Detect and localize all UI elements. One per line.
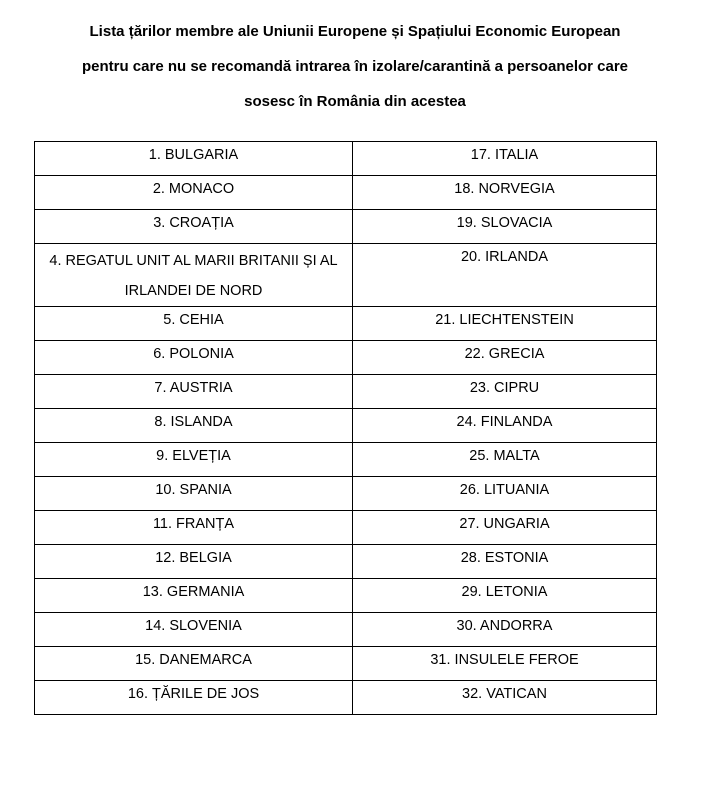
country-cell-left: 3. CROAȚIA [35,210,353,244]
country-cell-right: 19. SLOVACIA [353,210,657,244]
country-cell-right: 21. LIECHTENSTEIN [353,307,657,341]
table-row [35,647,657,681]
country-cell-right: 25. MALTA [353,443,657,477]
country-cell-left: 5. CEHIA [35,307,353,341]
table-row [35,681,657,715]
table-row [35,176,657,210]
table-row [35,307,657,341]
country-cell-left: 1. BULGARIA [35,142,353,176]
table-row [35,443,657,477]
country-cell-left: 4. REGATUL UNIT AL MARII BRITANII ȘI AL IRLANDEI DE NORD [35,244,353,307]
table-row [35,477,657,511]
table-row [35,409,657,443]
title-line-2: pentru care nu se recomandă intrarea în izolare/carantină a persoanelor care [81,58,629,75]
country-cell-left: 16. ȚĂRILE DE JOS [35,681,353,715]
table-row [35,341,657,375]
country-cell-right: 31. INSULELE FEROE [353,647,657,681]
country-cell-right: 23. CIPRU [353,375,657,409]
country-cell-right: 18. NORVEGIA [353,176,657,210]
country-cell-right: 32. VATICAN [353,681,657,715]
country-cell-left: 12. BELGIA [35,545,353,579]
country-cell-left: 9. ELVEȚIA [35,443,353,477]
country-cell-right: 22. GRECIA [353,341,657,375]
country-cell-right: 27. UNGARIA [353,511,657,545]
country-cell-right: 30. ANDORRA [353,613,657,647]
table-row [35,375,657,409]
country-cell-left: 11. FRANȚA [35,511,353,545]
document-title [40,14,670,119]
country-cell-right: 29. LETONIA [353,579,657,613]
title-line-1: Lista țărilor membre ale Uniunii Europene și Spațiului Economic European [89,23,621,40]
country-cell-right: 17. ITALIA [353,142,657,176]
country-cell-left: 15. DANEMARCA [35,647,353,681]
country-cell-left: 10. SPANIA [35,477,353,511]
table-row [35,511,657,545]
table-row [35,545,657,579]
country-cell-left: 8. ISLANDA [35,409,353,443]
country-cell-left: 13. GERMANIA [35,579,353,613]
table-row [35,244,657,307]
countries-table-body [35,142,657,715]
country-cell-left: 14. SLOVENIA [35,613,353,647]
country-cell-right: 20. IRLANDA [353,244,657,307]
table-row [35,579,657,613]
country-cell-left: 7. AUSTRIA [35,375,353,409]
country-cell-left: 2. MONACO [35,176,353,210]
table-row [35,142,657,176]
country-cell-right: 28. ESTONIA [353,545,657,579]
table-row [35,210,657,244]
table-row [35,613,657,647]
countries-table [34,141,657,715]
country-cell-left: 6. POLONIA [35,341,353,375]
country-cell-right: 24. FINLANDA [353,409,657,443]
title-line-3: sosesc în România din acestea [244,93,466,110]
country-cell-right: 26. LITUANIA [353,477,657,511]
